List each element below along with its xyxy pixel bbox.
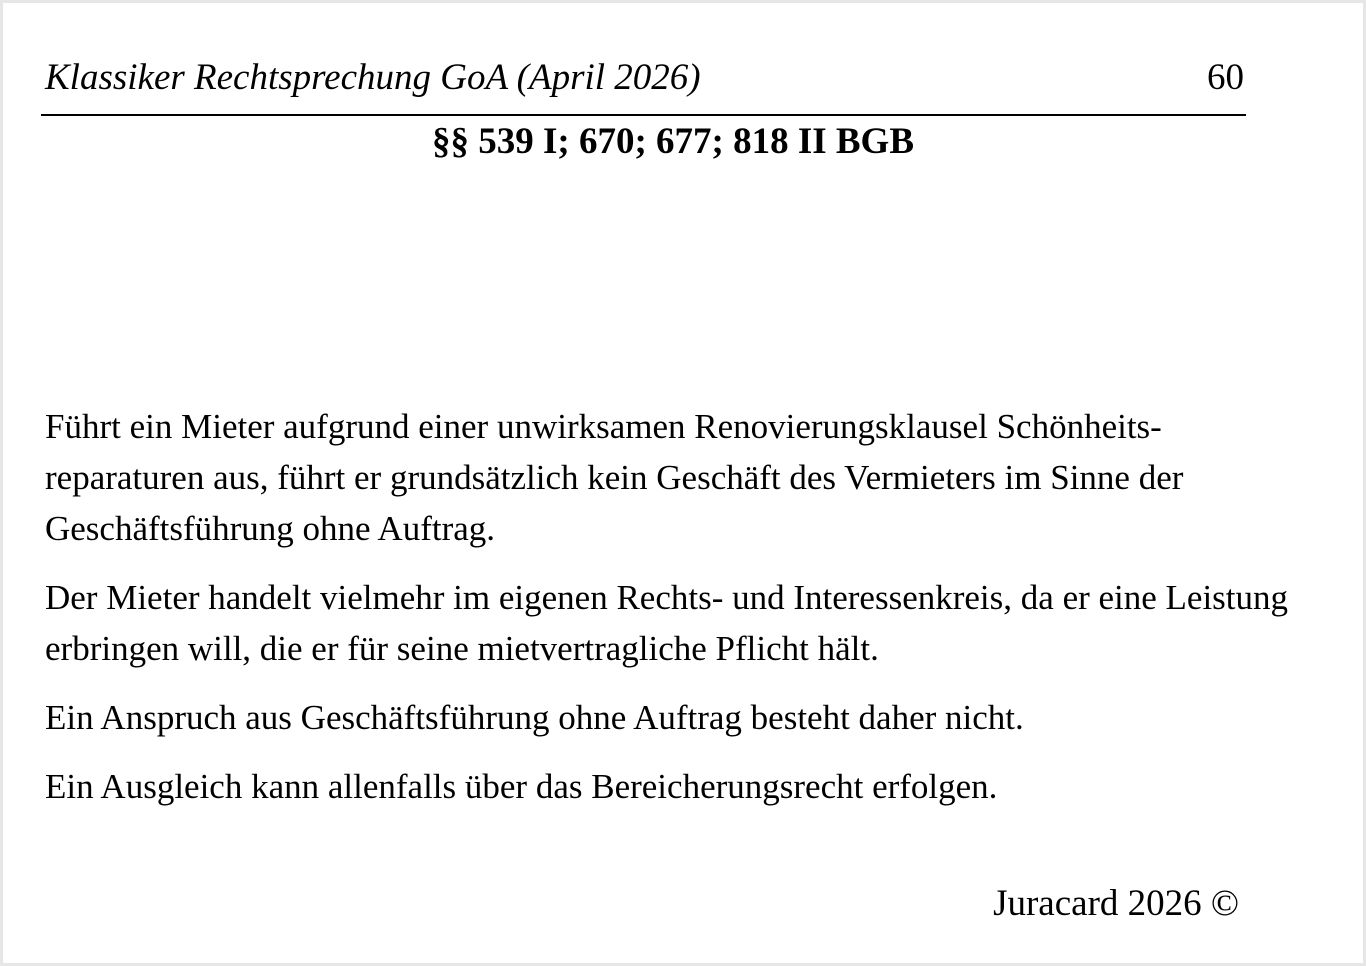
header-divider [41, 114, 1246, 116]
body-paragraph: Der Mieter handelt vielmehr im eigenen Rechts- und Interessenkreis, da er eine Leistung erbringen will, die er für seine mietvertragliche Pflicht hält. [45, 578, 1289, 668]
page-number: 60 [1207, 57, 1244, 98]
header-title: Klassiker Rechtsprechung GoA (April 2026) [45, 57, 701, 98]
body-paragraph: Führt ein Mieter aufgrund einer unwirksamen Renovierungsklausel Schönheits-reparaturen aus, führt er grundsätzlich kein Geschäft des Vermieters im Sinne der Geschäftsführung ohne Auftrag. [45, 407, 1184, 548]
card-body [45, 401, 1307, 830]
body-paragraph: Ein Ausgleich kann allenfalls über das Bereicherungsrecht erfolgen. [45, 767, 998, 806]
flashcard [3, 3, 1363, 963]
legal-citation: §§ 539 I; 670; 677; 818 II BGB [431, 121, 915, 162]
body-paragraph: Ein Anspruch aus Geschäftsführung ohne Auftrag besteht daher nicht. [45, 698, 1024, 737]
copyright-notice: Juracard 2026 © [993, 883, 1239, 924]
